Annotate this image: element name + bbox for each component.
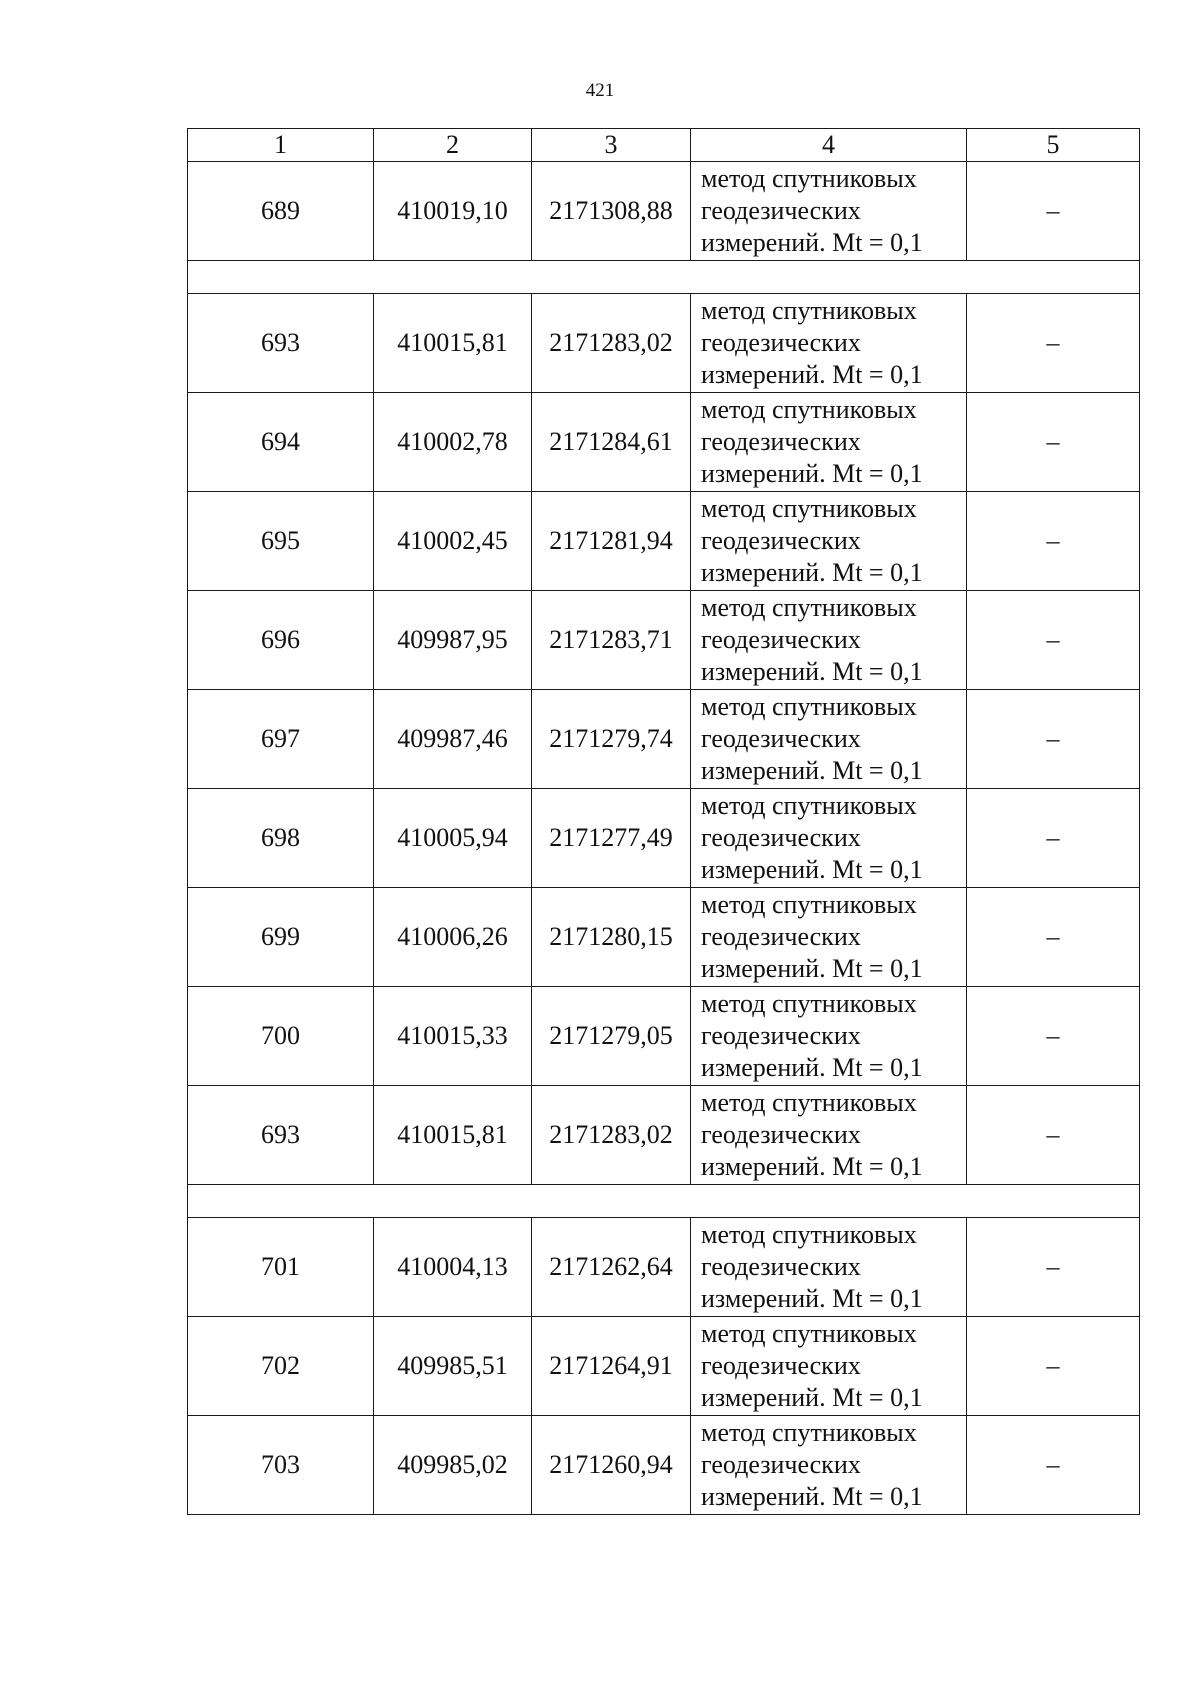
error-value: – bbox=[967, 1218, 1140, 1317]
coordinate-y: 2171280,15 bbox=[532, 888, 691, 987]
table-row bbox=[188, 1317, 1140, 1416]
method-description bbox=[691, 1086, 967, 1185]
error-value: – bbox=[967, 690, 1140, 789]
method-description bbox=[691, 1416, 967, 1515]
point-number: 696 bbox=[188, 591, 374, 690]
method-line: метод спутниковых bbox=[701, 1220, 917, 1249]
method-description bbox=[691, 1218, 967, 1317]
table-row bbox=[188, 987, 1140, 1086]
method-line: измерений. Mt = 0,1 bbox=[701, 558, 923, 587]
table-row-separator bbox=[188, 1185, 1140, 1218]
coordinate-y: 2171308,88 bbox=[532, 162, 691, 261]
coordinate-x: 409987,95 bbox=[374, 591, 532, 690]
table-body bbox=[188, 162, 1140, 1515]
method-line: метод спутниковых bbox=[701, 395, 917, 424]
method-line: геодезических bbox=[701, 1351, 861, 1380]
coordinate-y: 2171281,94 bbox=[532, 492, 691, 591]
coordinate-x: 410019,10 bbox=[374, 162, 532, 261]
method-line: измерений. Mt = 0,1 bbox=[701, 360, 923, 389]
method-line: метод спутниковых bbox=[701, 1088, 917, 1117]
table-row bbox=[188, 690, 1140, 789]
page-number: 421 bbox=[585, 80, 615, 101]
method-line: измерений. Mt = 0,1 bbox=[701, 954, 923, 983]
error-value: – bbox=[967, 789, 1140, 888]
method-line: метод спутниковых bbox=[701, 890, 917, 919]
method-line: измерений. Mt = 0,1 bbox=[701, 1152, 923, 1181]
method-description bbox=[691, 690, 967, 789]
coordinate-y: 2171279,05 bbox=[532, 987, 691, 1086]
coordinates-table bbox=[187, 128, 1140, 1515]
table-row bbox=[188, 1218, 1140, 1317]
coordinate-y: 2171284,61 bbox=[532, 393, 691, 492]
point-number: 702 bbox=[188, 1317, 374, 1416]
method-description bbox=[691, 789, 967, 888]
method-line: геодезических bbox=[701, 625, 861, 654]
point-number: 701 bbox=[188, 1218, 374, 1317]
method-line: геодезических bbox=[701, 427, 861, 456]
point-number: 693 bbox=[188, 1086, 374, 1185]
coordinate-y: 2171283,02 bbox=[532, 1086, 691, 1185]
method-description bbox=[691, 1317, 967, 1416]
method-line: измерений. Mt = 0,1 bbox=[701, 756, 923, 785]
method-description bbox=[691, 393, 967, 492]
method-line: геодезических bbox=[701, 823, 861, 852]
method-description bbox=[691, 294, 967, 393]
error-value: – bbox=[967, 1086, 1140, 1185]
error-value: – bbox=[967, 1317, 1140, 1416]
method-line: метод спутниковых bbox=[701, 494, 917, 523]
method-description bbox=[691, 987, 967, 1086]
table-row bbox=[188, 393, 1140, 492]
coordinate-y: 2171262,64 bbox=[532, 1218, 691, 1317]
table-row bbox=[188, 591, 1140, 690]
coordinate-x: 410002,78 bbox=[374, 393, 532, 492]
method-line: метод спутниковых bbox=[701, 791, 917, 820]
method-line: измерений. Mt = 0,1 bbox=[701, 459, 923, 488]
coordinate-x: 410015,81 bbox=[374, 294, 532, 393]
point-number: 703 bbox=[188, 1416, 374, 1515]
method-line: измерений. Mt = 0,1 bbox=[701, 1482, 923, 1511]
error-value: – bbox=[967, 393, 1140, 492]
method-line: измерений. Mt = 0,1 bbox=[701, 1383, 923, 1412]
method-line: геодезических bbox=[701, 1120, 861, 1149]
method-line: метод спутниковых bbox=[701, 593, 917, 622]
method-line: геодезических bbox=[701, 724, 861, 753]
coordinate-x: 410015,33 bbox=[374, 987, 532, 1086]
method-line: измерений. Mt = 0,1 bbox=[701, 1284, 923, 1313]
coordinate-y: 2171283,02 bbox=[532, 294, 691, 393]
table-row bbox=[188, 294, 1140, 393]
coordinate-x: 410002,45 bbox=[374, 492, 532, 591]
column-header-1: 1 bbox=[188, 129, 374, 162]
error-value: – bbox=[967, 987, 1140, 1086]
point-number: 694 bbox=[188, 393, 374, 492]
coordinate-x: 410015,81 bbox=[374, 1086, 532, 1185]
method-line: измерений. Mt = 0,1 bbox=[701, 855, 923, 884]
error-value: – bbox=[967, 591, 1140, 690]
method-line: измерений. Mt = 0,1 bbox=[701, 1053, 923, 1082]
coordinate-y: 2171283,71 bbox=[532, 591, 691, 690]
method-line: метод спутниковых bbox=[701, 1319, 917, 1348]
column-header-2: 2 bbox=[374, 129, 532, 162]
coordinate-y: 2171260,94 bbox=[532, 1416, 691, 1515]
method-description bbox=[691, 888, 967, 987]
coordinate-x: 410004,13 bbox=[374, 1218, 532, 1317]
error-value: – bbox=[967, 888, 1140, 987]
table-row bbox=[188, 492, 1140, 591]
coordinate-x: 409985,51 bbox=[374, 1317, 532, 1416]
point-number: 700 bbox=[188, 987, 374, 1086]
error-value: – bbox=[967, 294, 1140, 393]
method-line: геодезических bbox=[701, 1021, 861, 1050]
method-line: метод спутниковых bbox=[701, 164, 917, 193]
method-line: измерений. Mt = 0,1 bbox=[701, 657, 923, 686]
table-header-row bbox=[188, 129, 1140, 162]
point-number: 693 bbox=[188, 294, 374, 393]
separator-cell bbox=[188, 261, 1140, 294]
error-value: – bbox=[967, 492, 1140, 591]
method-line: геодезических bbox=[701, 922, 861, 951]
table-row bbox=[188, 789, 1140, 888]
table-row bbox=[188, 162, 1140, 261]
point-number: 689 bbox=[188, 162, 374, 261]
error-value: – bbox=[967, 1416, 1140, 1515]
method-line: геодезических bbox=[701, 196, 861, 225]
table-row bbox=[188, 1416, 1140, 1515]
column-header-5: 5 bbox=[967, 129, 1140, 162]
table-row-separator bbox=[188, 261, 1140, 294]
separator-cell bbox=[188, 1185, 1140, 1218]
coordinate-y: 2171279,74 bbox=[532, 690, 691, 789]
table-row bbox=[188, 1086, 1140, 1185]
method-line: геодезических bbox=[701, 1252, 861, 1281]
coordinate-y: 2171277,49 bbox=[532, 789, 691, 888]
method-line: измерений. Mt = 0,1 bbox=[701, 228, 923, 257]
point-number: 695 bbox=[188, 492, 374, 591]
column-header-4: 4 bbox=[691, 129, 967, 162]
method-line: геодезических bbox=[701, 526, 861, 555]
point-number: 699 bbox=[188, 888, 374, 987]
coordinate-x: 409985,02 bbox=[374, 1416, 532, 1515]
coordinate-x: 410006,26 bbox=[374, 888, 532, 987]
method-line: метод спутниковых bbox=[701, 1418, 917, 1447]
method-line: геодезических bbox=[701, 328, 861, 357]
method-line: метод спутниковых bbox=[701, 989, 917, 1018]
method-line: геодезических bbox=[701, 1450, 861, 1479]
method-description bbox=[691, 162, 967, 261]
table-row bbox=[188, 888, 1140, 987]
column-header-3: 3 bbox=[532, 129, 691, 162]
coordinate-x: 409987,46 bbox=[374, 690, 532, 789]
method-description bbox=[691, 492, 967, 591]
method-description bbox=[691, 591, 967, 690]
point-number: 697 bbox=[188, 690, 374, 789]
method-line: метод спутниковых bbox=[701, 692, 917, 721]
coordinate-y: 2171264,91 bbox=[532, 1317, 691, 1416]
point-number: 698 bbox=[188, 789, 374, 888]
coordinate-x: 410005,94 bbox=[374, 789, 532, 888]
method-line: метод спутниковых bbox=[701, 296, 917, 325]
error-value: – bbox=[967, 162, 1140, 261]
